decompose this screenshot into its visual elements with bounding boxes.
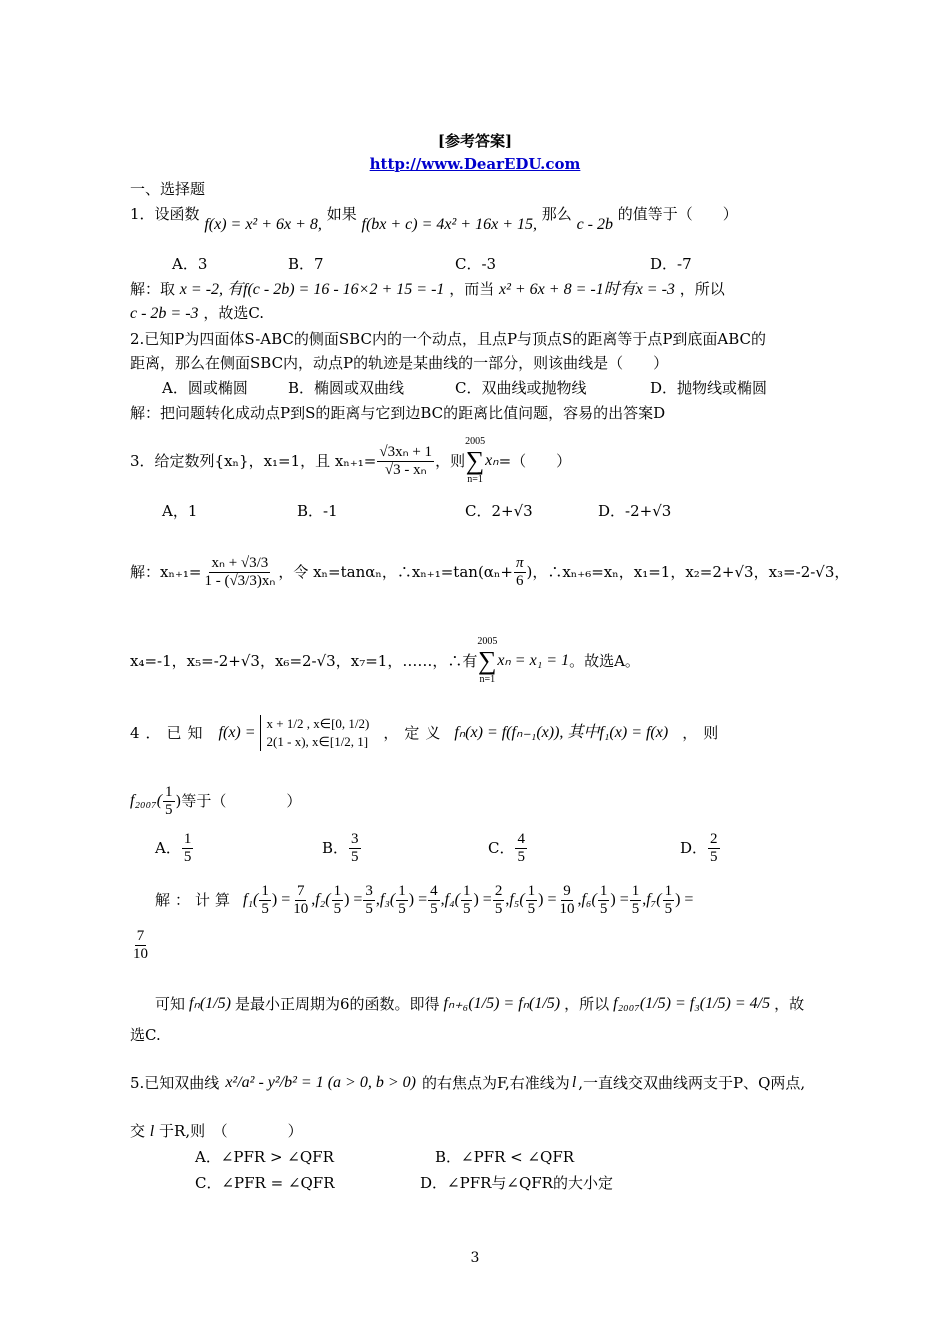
q4-ask-num: 1 xyxy=(165,783,173,800)
q4-solution xyxy=(155,878,693,922)
q1-option-d: D．-7 xyxy=(650,255,692,273)
q3-stem xyxy=(130,436,571,486)
q4-ask-close: )等于（ ） xyxy=(175,792,302,810)
q4-sol-arg-5: $\frac{1}{5}$ xyxy=(527,882,536,917)
q4-option-c-den: 5 xyxy=(517,848,525,865)
q2-line2: 距离，那么在侧面SBC内，动点P的轨迹是某曲线的一部分，则该曲线是（ ） xyxy=(130,354,669,372)
q4-sol-value-f-3: f₃( xyxy=(379,891,396,908)
q3-sum-term: xₙ xyxy=(485,452,499,469)
q1-sol-a: 解：取 xyxy=(130,280,176,298)
q5-stem-b: 的右焦点为F,右准线为 xyxy=(421,1074,570,1092)
q3-pi: π xyxy=(515,554,524,571)
q4-sol-value-7: f₇( $\frac{1}{5}$ ) = xyxy=(646,882,694,917)
q4-sol-value-f-4: f₄( xyxy=(444,891,460,908)
q4-option-d-num: 2 xyxy=(710,830,718,847)
q3-sol2-a: x₄=-1，x₅=-2+√3，x₆=2-√3，x₇=1，……，∴有 xyxy=(130,652,478,670)
q4-option-d-label: D． xyxy=(680,839,708,857)
q4-case-2: 2(1 - x), x∈[1/2, 1] xyxy=(266,734,369,749)
q5-line2 xyxy=(130,1120,303,1143)
q4-sol-value-3: f₃( $\frac{1}{5}$ ) = $\frac{4}{5}$ , xyxy=(379,882,445,917)
q1-option-a: A．3 xyxy=(172,255,208,273)
q3-sol2-sum-bottom: n=1 xyxy=(479,674,496,685)
q4-f-lhs: f(x) = xyxy=(218,724,256,741)
answer-title: [参考答案] xyxy=(437,132,513,150)
q3-six: 6 xyxy=(515,572,524,589)
q4-sol-label: 解：计算 xyxy=(155,891,236,909)
q1-sol-f: c - 2b = -3 xyxy=(130,305,199,322)
q3-sol1-den: 1 - (√3/3)xₙ xyxy=(204,572,276,589)
q3-pi-over-six xyxy=(514,555,526,590)
q1-sol-c: ，而当 xyxy=(449,280,495,298)
q4-conc-e: f₂₀₀₇(1/5) = f₃(1/5) = 4/5 xyxy=(613,995,771,1012)
q3-recurrence-fraction xyxy=(377,444,434,479)
q4-option-b-num: 3 xyxy=(351,830,359,847)
q4-stem-b: ，定义 xyxy=(383,724,447,742)
q3-sol2-c: 。故选A。 xyxy=(569,652,640,670)
q4-sol-result-1: $\frac{7}{10}$ xyxy=(293,882,309,917)
q2-option-d: D．抛物线或椭圆 xyxy=(650,379,768,397)
q5-equation: x²/a² - y²/b² = 1 (a > 0, b > 0) xyxy=(225,1074,416,1091)
q1-stem-a: 1．设函数 xyxy=(130,205,200,223)
q2-option-b: B．椭圆或双曲线 xyxy=(288,379,405,397)
q4-sol-value-4: f₄( $\frac{1}{5}$ ) = $\frac{2}{5}$ , xyxy=(444,882,510,917)
q1-stem-d: 的值等于（ ） xyxy=(617,205,738,223)
q3-stem-b: ，则 xyxy=(435,452,466,470)
q4-sol-wrap-num: 7 xyxy=(136,928,145,944)
q5-option-d: D．∠PFR与∠QFR的大小定 xyxy=(420,1174,613,1192)
q5-stem-a: 5.已知双曲线 xyxy=(130,1074,220,1092)
q3-sum-top: 2005 xyxy=(465,436,486,447)
q3-sol1-c: )，∴xₙ₊₆=xₙ，x₁=1，x₂=2+√3，x₃=-2-√3， xyxy=(526,563,850,581)
q4-definition: fₙ(x) = f(fₙ₋₁(x)), 其中f₁(x) = f(x) xyxy=(454,724,669,741)
q4-sol-arg-3: $\frac{1}{5}$ xyxy=(398,882,406,917)
q4-option-b-den: 5 xyxy=(351,848,359,865)
q4-conc-f2: ，故 xyxy=(774,995,805,1013)
q4-ask-den: 5 xyxy=(165,801,173,818)
q4-option-a-fraction xyxy=(182,831,194,866)
q4-conc-a: 可知 xyxy=(155,995,186,1013)
q4-option-d xyxy=(680,828,721,868)
q4-sol-value-1: f₁( $\frac{1}{5}$ ) = $\frac{7}{10}$ , xyxy=(243,882,316,917)
q4-sol-wrap-den: 10 xyxy=(133,946,148,962)
q4-conclusion xyxy=(155,984,804,1024)
q4-sol-wrap-fraction xyxy=(131,928,150,963)
q4-stem-a: 4．已知 xyxy=(130,724,209,742)
page-number: 3 xyxy=(470,1250,480,1266)
q5-line2-a: 交 xyxy=(130,1122,146,1140)
q4-sol-result-3: $\frac{4}{5}$ xyxy=(430,882,438,917)
q2-solution: 解：把问题转化成动点P到S的距离与它到边BC的距离比值问题，容易的出答案D xyxy=(130,404,666,422)
q1-target: c - 2b xyxy=(576,216,614,233)
q4-sol-arg-7: $\frac{1}{5}$ xyxy=(664,882,673,917)
q3-sum-symbol: 2005 ∑ n=1 xyxy=(465,436,486,485)
q4-case-1: x + 1/2 , x∈[0, 1/2) xyxy=(266,716,370,731)
q3-solution-1 xyxy=(130,536,849,608)
q4-question xyxy=(130,780,301,822)
q4-option-b-label: B． xyxy=(322,839,349,857)
q4-option-c xyxy=(488,828,528,868)
q5-option-c: C．∠PFR = ∠QFR xyxy=(195,1174,335,1192)
q5-directrix-l: l xyxy=(571,1074,577,1091)
q4-option-a-num: 1 xyxy=(183,830,192,847)
q3-stem-a: 3．给定数列{xₙ}，x₁=1，且 xₙ₊₁= xyxy=(130,452,377,470)
q5-option-b: B．∠PFR < ∠QFR xyxy=(435,1148,575,1166)
q4-sol-arg-1: $\frac{1}{5}$ xyxy=(261,882,269,917)
q5-line2-l: l xyxy=(149,1123,155,1140)
q1-option-c: C．-3 xyxy=(455,255,497,273)
q4-sol-value-f-2: f₂( xyxy=(315,891,331,908)
q4-option-d-den: 5 xyxy=(710,848,718,865)
q4-sol-value-f-6: f₆( xyxy=(581,891,597,908)
q3-option-b: B．-1 xyxy=(297,502,338,520)
q1-sol-g: ，故选C. xyxy=(203,304,265,322)
q1-stem-b: 如果 xyxy=(326,205,357,223)
q4-sol-wrap xyxy=(130,928,151,963)
q1-f-def: f(x) = x² + 6x + 8, xyxy=(204,216,322,233)
q1-sol-e: ，所以 xyxy=(679,280,725,298)
q1-sol-d: x² + 6x + 8 = -1时有x = -3 xyxy=(498,281,675,298)
q4-sol-result-5: $\frac{9}{10}$ xyxy=(559,882,575,917)
q3-sol2-sum-top: 2005 xyxy=(477,636,498,647)
q3-solution-2 xyxy=(130,636,640,686)
q3-stem-c: =（ ） xyxy=(498,452,572,470)
q1-stem xyxy=(130,203,738,233)
q3-option-c: C．2+√3 xyxy=(465,502,533,520)
q4-sol-result-6: $\frac{1}{5}$ xyxy=(631,882,640,917)
q2-line1: 2.已知P为四面体S-ABC的侧面SBC内的一个动点，且点P与顶点S的距离等于点P到底面ABC的 xyxy=(130,330,767,348)
q4-option-a-den: 5 xyxy=(183,848,192,865)
q1-stem-c: 那么 xyxy=(541,205,572,223)
q4-conc-c: fₙ₊₆(1/5) = fₙ(1/5) xyxy=(443,995,561,1012)
q4-sol-result-4: $\frac{2}{5}$ xyxy=(494,882,503,917)
q3-sol1-b: ，令 xₙ=tanαₙ，∴xₙ₊₁=tan(αₙ+ xyxy=(278,563,513,581)
q3-sol1-num: xₙ + √3/3 xyxy=(211,554,269,571)
q1-option-b: B．7 xyxy=(288,255,324,273)
q3-sol2-sum: 2005 ∑ n=1 xyxy=(477,636,498,685)
q4-sol-arg-2: $\frac{1}{5}$ xyxy=(333,882,342,917)
q4-option-c-label: C． xyxy=(488,839,515,857)
q4-conclusion-2: 选C. xyxy=(130,1026,161,1044)
q4-conc-d: ，所以 xyxy=(564,995,610,1013)
q3-frac-num: √3xₙ + 1 xyxy=(379,443,433,460)
q4-ask-f: f₂₀₀₇( xyxy=(130,792,163,809)
q2-option-a: A．圆或椭圆 xyxy=(162,379,248,397)
q4-sol-value-f-5: f₅( xyxy=(509,891,525,908)
q5-option-a: A．∠PFR > ∠QFR xyxy=(195,1148,334,1166)
q4-sol-value-6: f₆( $\frac{1}{5}$ ) = $\frac{1}{5}$ , xyxy=(581,882,647,917)
q3-sol1-fraction xyxy=(202,555,277,590)
q1-solution xyxy=(130,278,725,301)
q5-stem-c: ,一直线交双曲线两支于P、Q两点, xyxy=(578,1074,806,1092)
q4-stem-c: ，则 xyxy=(682,724,725,742)
q4-option-a xyxy=(155,828,194,868)
source-link[interactable]: http://www.DearEDU.com xyxy=(369,155,581,173)
q4-sol-result-2: $\frac{3}{5}$ xyxy=(365,882,373,917)
q5-line2-b: 于R,则 （ ） xyxy=(159,1122,303,1140)
q4-stem xyxy=(130,708,724,758)
q1-solution-2 xyxy=(130,302,264,325)
section-heading: 一、选择题 xyxy=(130,180,206,198)
q4-sol-values xyxy=(243,883,693,918)
q4-option-b-fraction xyxy=(349,831,361,866)
q4-sol-arg-4: $\frac{1}{5}$ xyxy=(462,882,471,917)
q2-option-c: C．双曲线或抛物线 xyxy=(455,379,587,397)
q4-sol-value-f-1: f₁( xyxy=(243,891,259,908)
q4-option-d-fraction xyxy=(708,831,720,866)
q3-option-a: A，1 xyxy=(162,502,198,520)
q3-option-d: D．-2+√3 xyxy=(598,502,672,520)
q4-sol-value-f-7: f₇( xyxy=(646,891,662,908)
q4-conc-b: 是最小正周期为6的函数。即得 xyxy=(234,995,440,1013)
q4-sol-arg-6: $\frac{1}{5}$ xyxy=(599,882,608,917)
q4-ask-fraction xyxy=(163,784,175,819)
q1-f-comp: f(bx + c) = 4x² + 16x + 15, xyxy=(361,216,537,233)
q4-sol-value-5: f₅( $\frac{1}{5}$ ) = $\frac{9}{10}$ , xyxy=(509,882,582,917)
q4-option-c-fraction xyxy=(515,831,527,866)
q3-sol1-a: 解：xₙ₊₁= xyxy=(130,563,202,581)
q4-conc-f: fₙ(1/5) xyxy=(189,995,231,1012)
q1-sol-b: x = -2, 有f(c - 2b) = 16 - 16×2 + 15 = -1 xyxy=(179,281,445,298)
q3-sum-bottom: n=1 xyxy=(467,474,483,485)
q4-option-a-label: A． xyxy=(155,839,181,857)
q4-piecewise xyxy=(260,715,370,751)
q3-sol2-b: xₙ = x₁ = 1 xyxy=(497,652,570,669)
q4-sol-value-2: f₂( $\frac{1}{5}$ ) = $\frac{3}{5}$ , xyxy=(315,882,380,917)
q4-option-b xyxy=(322,828,362,868)
q3-frac-den: √3 - xₙ xyxy=(384,461,427,478)
q5-stem xyxy=(130,1060,805,1106)
q4-option-c-num: 4 xyxy=(517,830,525,847)
